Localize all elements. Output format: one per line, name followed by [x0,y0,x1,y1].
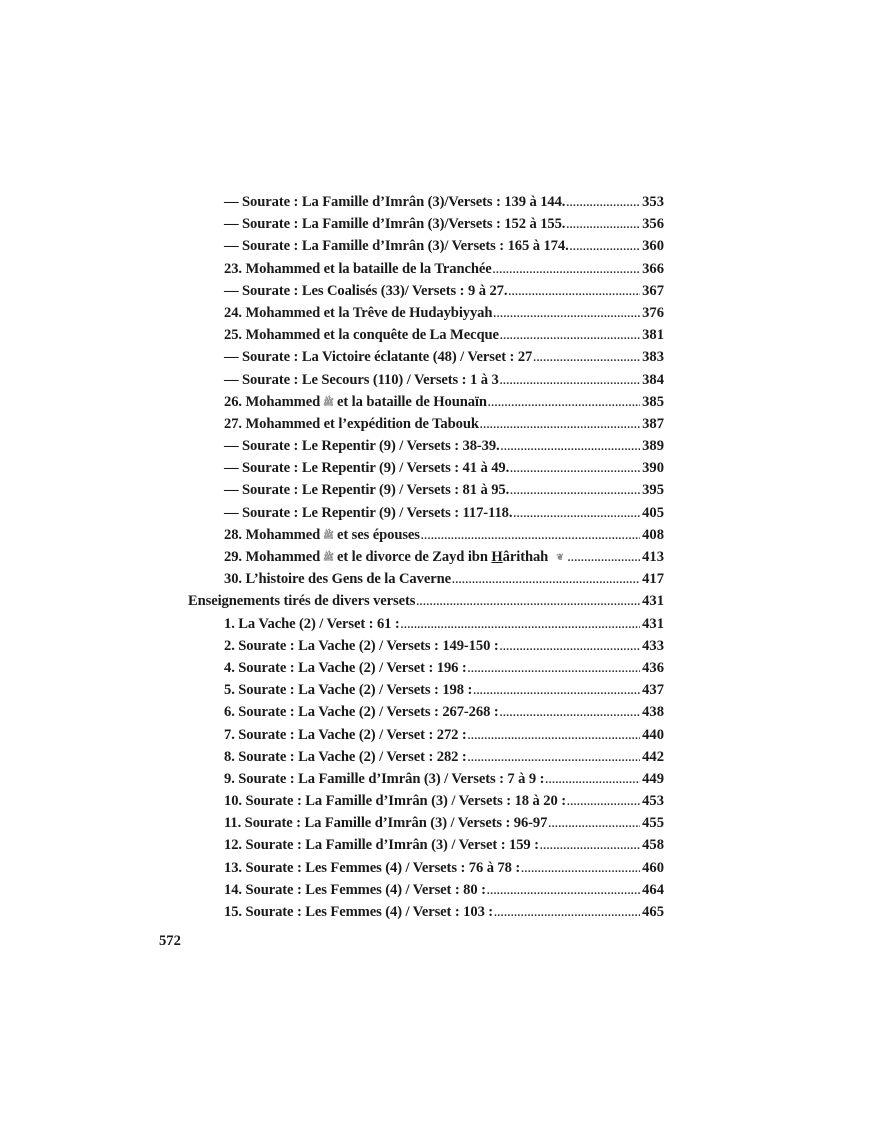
dot-leader [510,458,640,480]
toc-entry-page: 367 [642,282,664,299]
toc-entry[interactable] [188,568,664,590]
dot-leader [500,325,640,347]
dot-leader [500,702,641,724]
toc-entry[interactable] [188,346,664,368]
toc-entry-label: — Sourate : La Famille d’Imrân (3)/Versets : 152 à 155. [224,216,566,233]
toc-entry[interactable] [188,369,664,391]
dot-leader [548,813,640,835]
dot-leader [488,392,640,414]
toc-entry[interactable] [188,280,664,302]
toc-entry[interactable] [188,834,664,856]
toc-entry-label: — Sourate : Le Secours (110) / Versets : 1 à 3 [224,371,499,388]
dot-leader [487,880,640,902]
toc-entry[interactable] [188,746,664,768]
dot-leader [416,591,640,613]
dot-leader [480,414,640,436]
toc-entry-page: 453 [642,793,664,810]
toc-entry[interactable] [188,413,664,435]
toc-entry-label: 14. Sourate : Les Femmes (4) / Verset : 80 : [224,881,486,898]
toc-entry-label [224,391,487,413]
toc-entry-label: 30. L’histoire des Gens de la Caverne [224,571,451,588]
toc-entry[interactable] [188,502,664,524]
prophet-honorific-icon: ﷺ [323,396,334,407]
toc-entry-label: 23. Mohammed et la bataille de la Tranchée [224,260,492,277]
toc-entry[interactable] [188,258,664,280]
dot-leader [468,747,640,769]
toc-entry-label: — Sourate : La Victoire éclatante (48) / Verset : 27 [224,349,533,366]
dot-leader [401,614,640,636]
toc-entry-label [224,524,420,546]
companion-honorific-icon: ❦ [556,552,564,563]
dot-leader [421,525,640,547]
toc-entry-page: 383 [642,349,664,366]
toc-entry-label: 5. Sourate : La Vache (2) / Versets : 198 : [224,682,473,699]
toc-entry-label [224,546,567,568]
dot-leader [452,569,640,591]
toc-entry-label: — Sourate : Le Repentir (9) / Versets : 117-118. [224,504,513,521]
dot-leader [540,835,640,857]
toc-entry-label: 25. Mohammed et la conquête de La Mecque [224,327,499,344]
toc-entry[interactable] [188,812,664,834]
dot-leader [493,259,640,281]
toc-entry[interactable] [188,235,664,257]
toc-entry-label-part: 28. Mohammed [224,526,321,543]
toc-entry-label: 11. Sourate : La Famille d’Imrân (3) / Versets : 96-97 [224,815,548,832]
toc-entry-page: 437 [642,682,664,699]
toc-entry-label-part: 29. Mohammed [224,549,321,565]
dot-leader [513,503,640,525]
toc-entry-label-part: ârithah [502,549,549,565]
prophet-honorific-icon: ﷺ [323,529,334,540]
toc-entry-page: 465 [642,904,664,920]
toc-entry-label: 27. Mohammed et l’expédition de Tabouk [224,415,479,432]
toc-entry[interactable] [188,635,664,657]
toc-entry-label: — Sourate : La Famille d’Imrân (3)/Versets : 139 à 144. [224,194,566,210]
dot-leader [468,725,640,747]
toc-entry-label: 2. Sourate : La Vache (2) / Versets : 149-150 : [224,637,499,654]
dot-leader [493,303,640,325]
table-of-contents [188,191,664,923]
toc-entry-label: — Sourate : Le Repentir (9) / Versets : 41 à 49. [224,460,510,477]
toc-entry-label-part: et la bataille de Hounaïn [336,393,487,410]
toc-entry[interactable] [188,724,664,746]
toc-entry-page: 458 [642,837,664,854]
toc-entry-page: 431 [642,615,664,632]
dot-leader [500,636,641,658]
toc-entry-page: 442 [642,748,664,765]
toc-entry[interactable] [188,901,664,923]
toc-entry-page: 353 [642,194,664,210]
toc-entry-label: 9. Sourate : La Famille d’Imrân (3) / Versets : 7 à 9 : [224,770,545,787]
toc-entry-page: 417 [642,571,664,588]
toc-entry[interactable] [188,191,664,213]
dot-leader [566,192,640,214]
toc-entry-label: — Sourate : Le Repentir (9) / Versets : 81 à 95. [224,482,510,499]
toc-entry-page: 405 [642,504,664,521]
toc-entry-label-part: 26. Mohammed [224,393,321,410]
toc-entry-label: — Sourate : Les Coalisés (33)/ Versets : 9 à 27. [224,282,508,299]
toc-section-heading[interactable] [188,590,664,612]
toc-entry-label: 15. Sourate : Les Femmes (4) / Verset : 103 : [224,904,494,920]
toc-entry-page: 376 [642,304,664,321]
dot-leader [568,547,640,569]
toc-entry-label: 4. Sourate : La Vache (2) / Verset : 196 : [224,659,467,676]
toc-entry-label-part: et le divorce de Zayd ibn [336,549,488,565]
dot-leader [468,658,640,680]
toc-entry-page: 413 [642,549,664,565]
toc-entry-label: 12. Sourate : La Famille d’Imrân (3) / Verset : 159 : [224,837,539,854]
toc-entry-page: 385 [642,393,664,410]
toc-entry-page: 381 [642,327,664,344]
dot-leader [501,436,640,458]
dot-leader [473,680,640,702]
toc-entry-page: 408 [642,526,664,543]
toc-entry[interactable] [188,657,664,679]
toc-entry-label: 10. Sourate : La Famille d’Imrân (3) / Versets : 18 à 20 : [224,793,566,810]
toc-entry[interactable] [188,879,664,901]
toc-entry-page: 395 [642,482,664,499]
toc-entry-label: — Sourate : La Famille d’Imrân (3)/ Versets : 165 à 174. [224,238,569,255]
page-number: 572 [159,933,181,949]
toc-entry-label: Enseignements tirés de divers versets [188,593,416,610]
toc-entry-page: 433 [642,637,664,654]
toc-entry[interactable] [188,613,664,635]
toc-entry-label: 6. Sourate : La Vache (2) / Versets : 267-268 : [224,704,499,721]
dot-leader [508,281,640,303]
toc-entry-page: 449 [642,770,664,787]
toc-entry[interactable] [188,391,664,413]
toc-entry-label-part: et ses épouses [336,526,420,543]
toc-entry[interactable] [188,435,664,457]
dot-leader [566,214,640,236]
toc-entry-label: 8. Sourate : La Vache (2) / Verset : 282 : [224,748,467,765]
dot-leader [510,480,640,502]
toc-entry-page: 455 [642,815,664,832]
toc-entry-page: 384 [642,371,664,388]
toc-entry-label-underlined: H [491,549,503,565]
toc-entry-page: 436 [642,659,664,676]
toc-entry-page: 387 [642,415,664,432]
dot-leader [545,769,640,791]
toc-entry[interactable] [188,302,664,324]
toc-entry-label: 24. Mohammed et la Trêve de Hudaybiyyah [224,304,493,321]
dot-leader [500,370,640,392]
toc-entry[interactable] [188,768,664,790]
toc-entry[interactable] [188,213,664,235]
toc-entry[interactable] [188,524,664,546]
toc-entry-page: 389 [642,438,664,455]
toc-entry[interactable] [188,479,664,501]
toc-entry[interactable] [188,679,664,701]
toc-entry-page: 438 [642,704,664,721]
toc-entry-label: 1. La Vache (2) / Verset : 61 : [224,615,400,632]
toc-entry-page: 356 [642,216,664,233]
toc-entry-label: 13. Sourate : Les Femmes (4) / Versets : 76 à 78 : [224,859,521,876]
toc-entry-label: 7. Sourate : La Vache (2) / Verset : 272 : [224,726,467,743]
toc-entry-page: 440 [642,726,664,743]
dot-leader [567,791,640,813]
dot-leader [570,236,640,258]
toc-entry-page: 431 [642,593,664,610]
toc-entry[interactable] [188,790,664,812]
dot-leader [533,347,640,369]
toc-entry[interactable] [188,701,664,723]
dot-leader [494,902,640,924]
dot-leader [521,858,640,880]
toc-entry-page: 390 [642,460,664,477]
toc-entry[interactable] [188,457,664,479]
toc-entry-label: — Sourate : Le Repentir (9) / Versets : 38-39. [224,438,500,455]
toc-entry-page: 360 [642,238,664,255]
toc-entry[interactable] [188,857,664,879]
toc-entry-page: 464 [642,881,664,898]
toc-entry[interactable] [188,546,664,568]
toc-entry-page: 366 [642,260,664,277]
toc-entry[interactable] [188,324,664,346]
prophet-honorific-icon: ﷺ [323,552,334,563]
toc-entry-page: 460 [642,859,664,876]
